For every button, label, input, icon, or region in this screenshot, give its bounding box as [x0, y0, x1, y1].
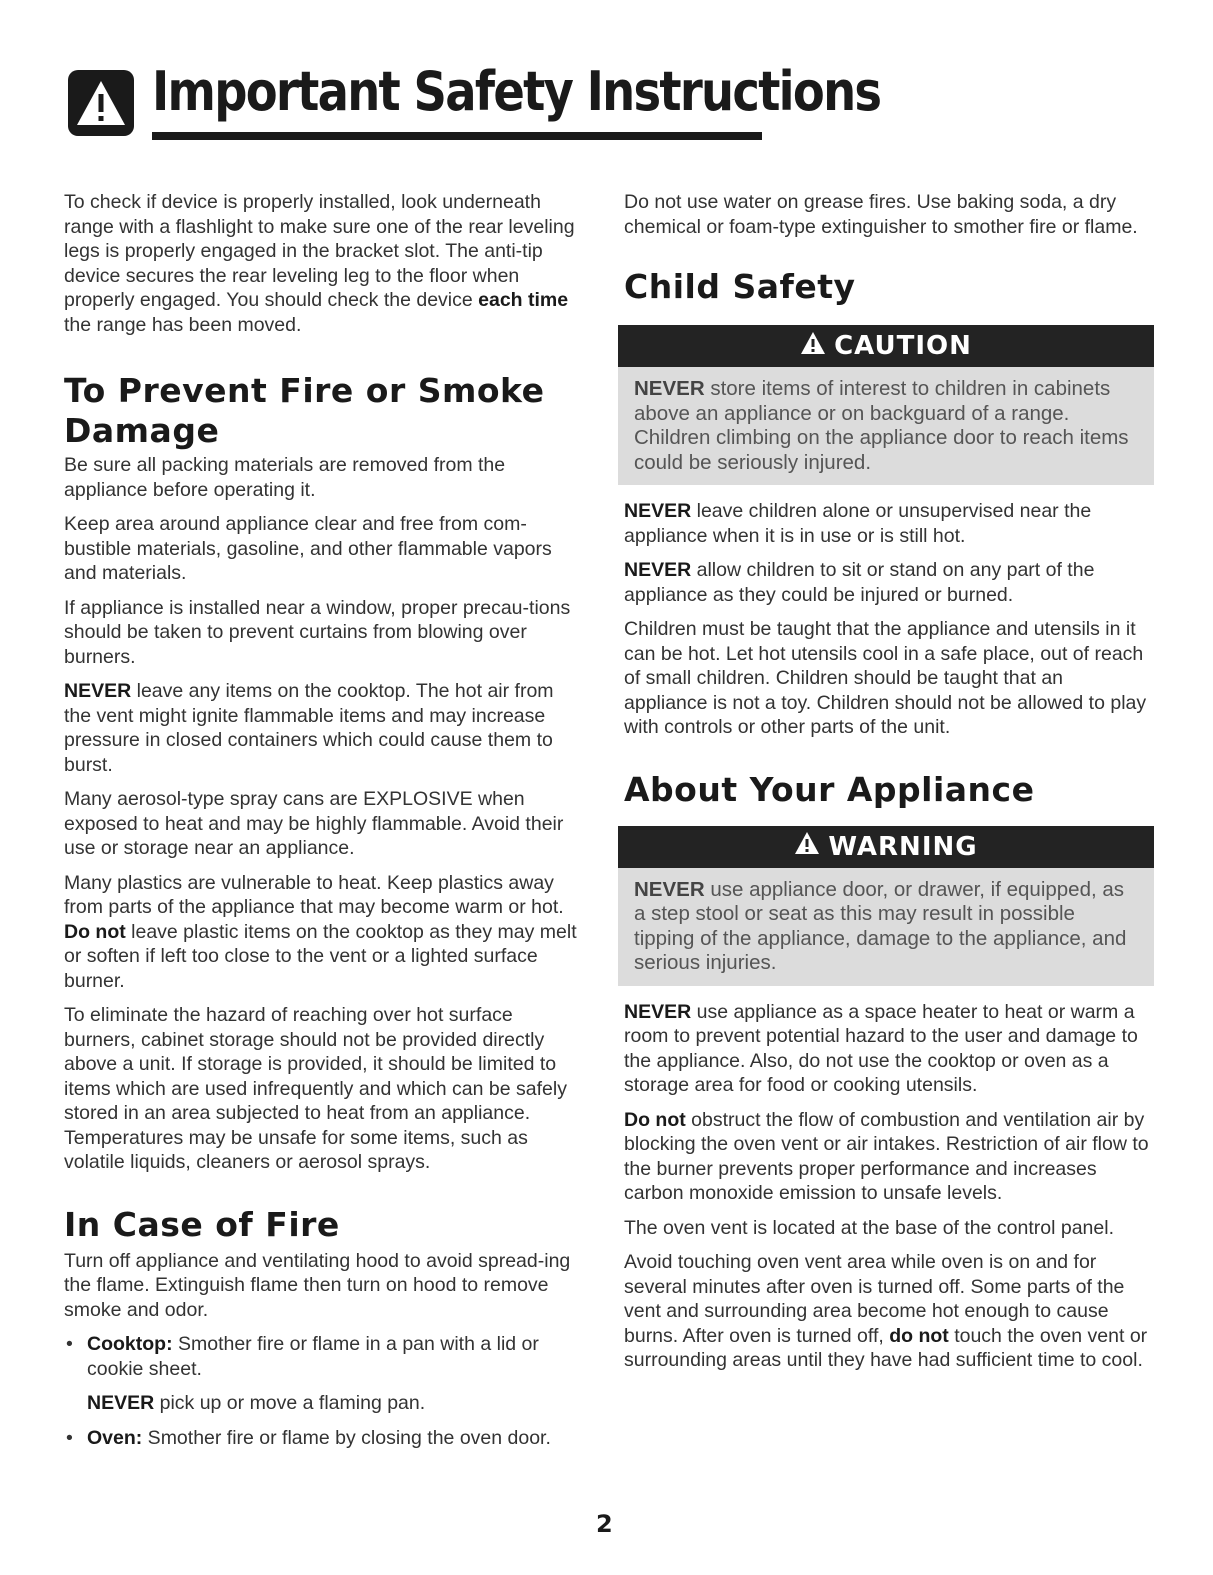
page-title: Important Safety Instructions	[152, 60, 881, 123]
left-column	[64, 190, 586, 1460]
packing-paragraph: Be sure all packing materials are removed from the appliance before operating it.	[64, 454, 506, 501]
child-safety-heading: Child Safety	[624, 267, 856, 306]
warning-text: NEVER use appliance door, or drawer, if equipped, as a step stool or seat as this may result in possible tipping of the appliance, damage to the appliance, and serious injuries.	[618, 868, 1154, 986]
right-column	[624, 190, 1150, 1383]
children-taught-paragraph: Children must be taught that the appliance and utensils in it can be hot. Let hot utensils cool in a safe place, out of reach of small children. Children should be taught that an appliance is not a toy. Children should not be allowed to play with controls or other parts of the unit.	[624, 618, 1147, 738]
title-underline	[152, 132, 762, 140]
caution-box	[618, 325, 1154, 485]
anti-tip-paragraph: To check if device is properly installed, look underneath range with a flashlight to make sure one of the rear leveling legs is properly engaged in the bracket slot. The anti-tip device secures the rear leveling leg to the floor when properly engaged. You should check the device each time the range has been moved.	[64, 191, 575, 336]
window-paragraph: If appliance is installed near a window, proper precau-tions should be taken to prevent curtains from blowing over burners.	[64, 596, 571, 668]
plastics-paragraph: Many plastics are vulnerable to heat. Keep plastics away from parts of the appliance that may become warm or hot. Do not leave plastic items on the cooktop as they may melt or soften if left too close to the vent or a lighted surface burner.	[64, 871, 577, 992]
oven-vent-burn-paragraph: Avoid touching oven vent area while oven is on and for several minutes after oven is turned off. Some parts of the vent and surrounding area become hot enough to cause burns. After oven is turned off, do not touch the oven vent or surrounding areas until they have had sufficient time to cool.	[624, 1251, 1148, 1371]
warning-triangle-icon	[800, 326, 826, 368]
caution-label: CAUTION	[834, 331, 972, 361]
unsupervised-paragraph: NEVER leave children alone or unsupervised near the appliance when it is in use or is still hot.	[624, 500, 1092, 547]
grease-fire-paragraph: Do not use water on grease fires. Use baking soda, a dry chemical or foam-type extinguisher to smother fire or flame.	[624, 191, 1138, 238]
caution-header	[618, 325, 1154, 367]
in-case-of-fire-heading: In Case of Fire	[64, 1204, 340, 1244]
oven-bullet: • Oven: Smother fire or flame by closing the oven door.	[66, 1426, 551, 1449]
warning-triangle-icon	[794, 826, 820, 868]
clear-area-paragraph: Keep area around appliance clear and free from com-bustible materials, gasoline, and other flammable vapors and materials.	[64, 513, 552, 584]
sit-stand-paragraph: NEVER allow children to sit or stand on any part of the appliance as they could be injured or burned.	[624, 559, 1095, 606]
page-number: 2	[596, 1510, 613, 1538]
oven-vent-location-paragraph: The oven vent is located at the base of the control panel.	[624, 1216, 1114, 1239]
cooktop-items-paragraph: NEVER leave any items on the cooktop. The hot air from the vent might ignite flammable items and may increase pressure in closed containers which could cause them to burst.	[64, 680, 554, 776]
cooktop-bullet: • Cooktop: Smother fire or flame in a pan with a lid or cookie sheet.	[66, 1333, 539, 1380]
flaming-pan-note: NEVER pick up or move a flaming pan.	[87, 1392, 426, 1414]
fire-paragraph: Turn off appliance and ventilating hood to avoid spread-ing the flame. Extinguish flame then turn on hood to remove smoke and odor.	[64, 1249, 571, 1321]
airflow-paragraph: Do not obstruct the flow of combustion and ventilation air by blocking the oven vent or air intakes. Restriction of air flow to the burner prevents proper performance and increases carbon monoxide emission to unsafe levels.	[624, 1108, 1149, 1204]
prevent-fire-heading: To Prevent Fire or Smoke Damage	[64, 371, 545, 450]
cabinet-storage-paragraph: To eliminate the hazard of reaching over hot surface burners, cabinet storage should not be provided directly above a unit. If storage is provided, it should be limited to items which are used infrequently and which can be safely stored in an area subjected to heat from an appliance. Temperatures may be unsafe for some items, such as volatile liquids, cleaners or aerosol sprays.	[64, 1004, 567, 1173]
warning-header	[618, 826, 1154, 868]
warning-label: WARNING	[828, 831, 978, 862]
warning-triangle-icon	[68, 70, 134, 136]
space-heater-paragraph: NEVER use appliance as a space heater to heat or warm a room to prevent potential hazard to the user and damage to the appliance. Also, do not use the cooktop or oven as a storage area for food or cooking utensils.	[624, 1000, 1138, 1096]
aerosol-paragraph: Many aerosol-type spray cans are EXPLOSIVE when exposed to heat and may be highly flammable. Avoid their use or storage near an appliance.	[64, 788, 564, 859]
warning-box	[618, 826, 1154, 986]
caution-text: NEVER store items of interest to children in cabinets above an appliance or on backguard of a range. Children climbing on the appliance door to reach items could be seriously injured.	[618, 367, 1154, 485]
about-appliance-heading: About Your Appliance	[624, 769, 1035, 809]
